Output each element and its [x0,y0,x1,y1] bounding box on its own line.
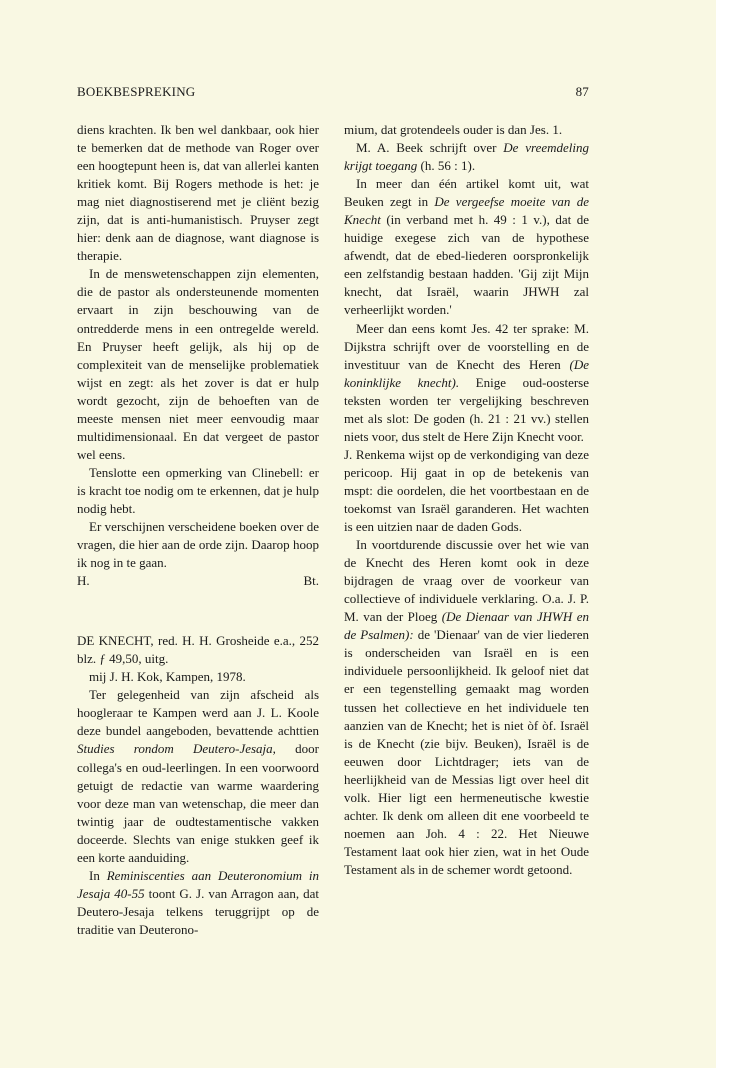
paragraph: Ter gelegenheid van zijn afscheid als hoogleraar te Kampen werd aan J. L. Koole deze bundel aangeboden, bevattende achttien Studies rondom Deutero-Jesaja, door collega's en oud-leerlingen. In een voorwoord getuigt de redactie van warme waardering voor deze man van wetenschap, die meer dan twintig jaar de oudtestamentische vakken doceerde. Slechts van enige stukken geef ik een korte aanduiding. [77,687,319,865]
paragraph: In de menswetenschappen zijn elementen, die de pastor als ondersteunende momenten ervaart in zijn beschouwing van de ontredderde mens in een ontregelde wereld. En Pruyser heeft gelijk, als hij op de complexiteit van de menselijke problematiek wijst en zegt: als het zover is dat er hulp wordt gezocht, zijn de behoeften van de meeste mensen niet meer eenvoudig maar multidimensionaal. En dat vergeet de pastor wel eens. [77,266,319,462]
paragraph: Meer dan eens komt Jes. 42 ter sprake: M. Dijkstra schrijft over de voorstelling en de investituur van de Knecht des Heren (De koninklijke knecht). Enige oud-oosterse teksten worden ter vergelijking beschreven met als slot: De goden (h. 21 : 21 vv.) stellen niets voor, dus stelt de Here Zijn Knecht voor. [344,320,589,444]
signature-initials: Bt. [303,573,319,589]
page-number: 87 [575,84,589,99]
book-entry-line: DE KNECHT, red. H. H. Grosheide e.a., 252 blz. ƒ 49,50, uitg. [77,633,319,667]
paragraph: In voortdurende discussie over het wie van de Knecht des Heren komt ook in deze bijdragen de vraag over de voorkeur van collectieve of individuele verklaring. O.a. J. P. M. van der Ploeg (De Dienaar van JHWH en de Psalmen): de 'Dienaar' van de vier liederen is onderscheiden van Israël en is een individuele persoonlijkheid. Ik geloof niet dat er een tegenstelling gemaakt mag worden tussen het collectieve en het individuele ten aanzien van de Knecht; het is niet òf òf. Israël is de Knecht (zie bijv. Beuken), Israël is de eeuwen door Lichtdrager; iets van de heerlijkheid van de Messias ligt over heel dit volk. Hier ligt een hermeneutische kwestie achter. Ik denk om alleen dit ene voorbeeld te noemen aan Joh. 4 : 22. Het Nieuwe Testament laat ook hier zien, wat in het Oude Testament als in de schemer wordt getoond. [344,537,589,877]
right-column [344,121,589,879]
left-column [77,121,319,939]
running-header [77,84,589,104]
book-entry-line: mij J. H. Kok, Kampen, 1978. [89,669,246,685]
paragraph: Tenslotte een opmerking van Clinebell: er is kracht toe nodig om te erkennen, dat je hulp nodig hebt. [77,464,319,516]
review-signature [77,572,319,590]
paragraph: mium, dat grotendeels ouder is dan Jes. 1. [344,122,563,137]
page-edge [716,0,738,1068]
paragraph: In meer dan één artikel komt uit, wat Beuken zegt in De vergeefse moeite van de Knecht (in verband met h. 49 : 1 v.), dat de huidige exegese zich van de hypothese afwendt, dat de ebed-liederen oorspronkelijk een zelfstandig bestaan hadden. 'Gij zijt Mijn knecht, dat Israël, waarin JHWH zal verheerlijkt worden.' [344,176,589,318]
paragraph: J. Renkema wijst op de verkondiging van deze pericoop. Hij gaat in op de betekenis van mspt: die oordelen, die het voortbestaan en de toekomst van Israël garanderen. Het wachten is een uitzien naar de daden Gods. [344,446,589,535]
paragraph: M. A. Beek schrijft over De vreemdeling krijgt toegang (h. 56 : 1). [344,140,589,174]
paragraph: diens krachten. Ik ben wel dankbaar, ook hier te bemerken dat de methode van Roger over een hoogtepunt heen is, dat van allerlei kanten kritiek komt. Bij Rogers methode is het: je mag niet diagnostiserend met je cliënt bezig zijn, dat is anti-humanistisch. Pruyser zegt hier: denk aan de diagnose, want diagnose is therapie. [77,122,319,264]
paragraph: In Reminiscenties aan Deuteronomium in Jesaja 40-55 toont G. J. van Arragon aan, dat Deutero-Jesaja telkens teruggrijpt op de traditie van Deuterono- [77,867,319,937]
book-entry [77,632,319,686]
running-title: BOEKBESPREKING [77,84,196,99]
signature-initial: H. [77,573,90,589]
paragraph: Er verschijnen verscheidene boeken over de vragen, die hier aan de orde zijn. Daarop hoop ik nog in te gaan. [77,519,319,571]
